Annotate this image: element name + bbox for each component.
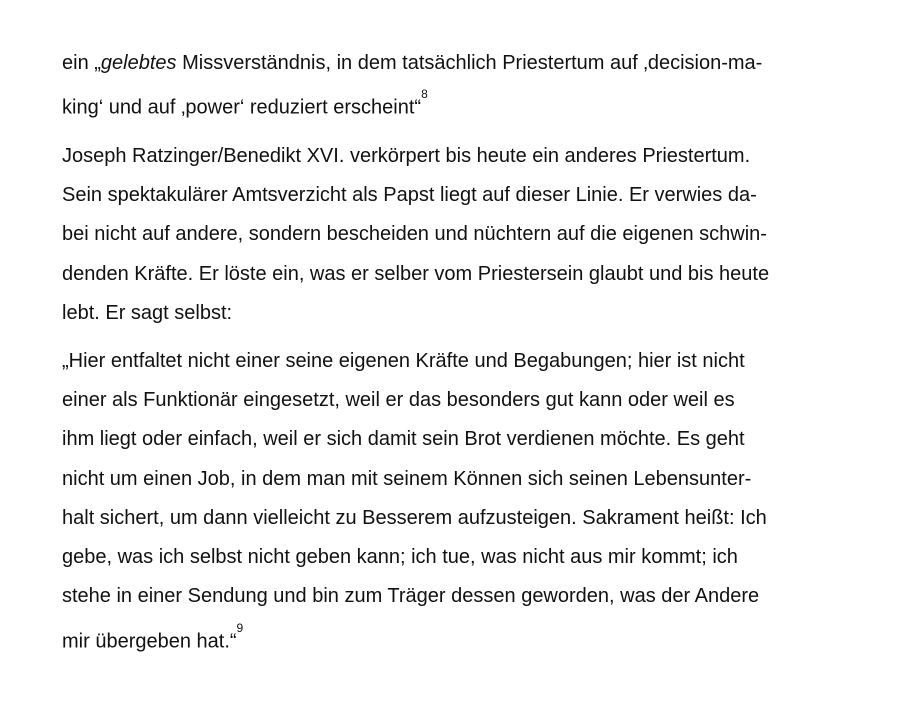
text-segment: king‘ und auf ‚power‘ reduziert erscheint“ xyxy=(62,96,422,119)
text-line: denden Kräfte. Er löste ein, was er selber vom Priestersein glaubt und bis heute xyxy=(62,262,770,285)
text-line xyxy=(62,44,860,83)
text-line: halt sichert, um dann vielleicht zu Besserem aufzusteigen. Sakrament heißt: Ich xyxy=(62,506,767,529)
italic-emphasis: gelebtes xyxy=(100,52,177,74)
text-segment: Missverständnis, in dem tatsächlich Priestertum auf ‚decision-ma- xyxy=(176,52,763,74)
text-line: ihm liegt oder einfach, weil er sich damit sein Brot verdienen möchte. Es geht xyxy=(62,428,745,451)
text-line xyxy=(62,83,860,128)
text-line: Sein spektakulärer Amtsverzicht als Papst liegt auf dieser Linie. Er verwies da- xyxy=(62,184,757,207)
text-line: bei nicht auf andere, sondern bescheiden und nüchtern auf die eigenen schwin- xyxy=(62,223,767,246)
paragraph-block-quote xyxy=(62,342,860,661)
footnote-marker: 8 xyxy=(421,87,428,102)
text-line: „Hier entfaltet nicht einer seine eigenen Kräfte und Begabungen; hier ist nicht xyxy=(62,350,745,373)
text-line: nicht um einen Job, in dem man mit seinem Können sich seinen Lebensunter- xyxy=(62,467,752,490)
text-line: lebt. Er sagt selbst: xyxy=(62,301,233,324)
paragraph-quote-continuation xyxy=(62,44,860,128)
footnote-marker: 9 xyxy=(236,620,244,635)
text-line: Joseph Ratzinger/Benedikt XVI. verkörpert bis heute ein anderes Priestertum. xyxy=(62,145,751,168)
text-segment: ein „ xyxy=(62,52,101,74)
text-segment: mir übergeben hat.“ xyxy=(62,630,237,653)
text-line xyxy=(62,617,860,662)
text-line: einer als Funktionär eingesetzt, weil er das besonders gut kann oder weil es xyxy=(62,389,735,412)
text-line: stehe in einer Sendung und bin zum Träger dessen geworden, was der Andere xyxy=(62,585,760,608)
paragraph-ratzinger xyxy=(62,137,860,333)
text-line: gebe, was ich selbst nicht geben kann; ich tue, was nicht aus mir kommt; ich xyxy=(62,546,738,569)
